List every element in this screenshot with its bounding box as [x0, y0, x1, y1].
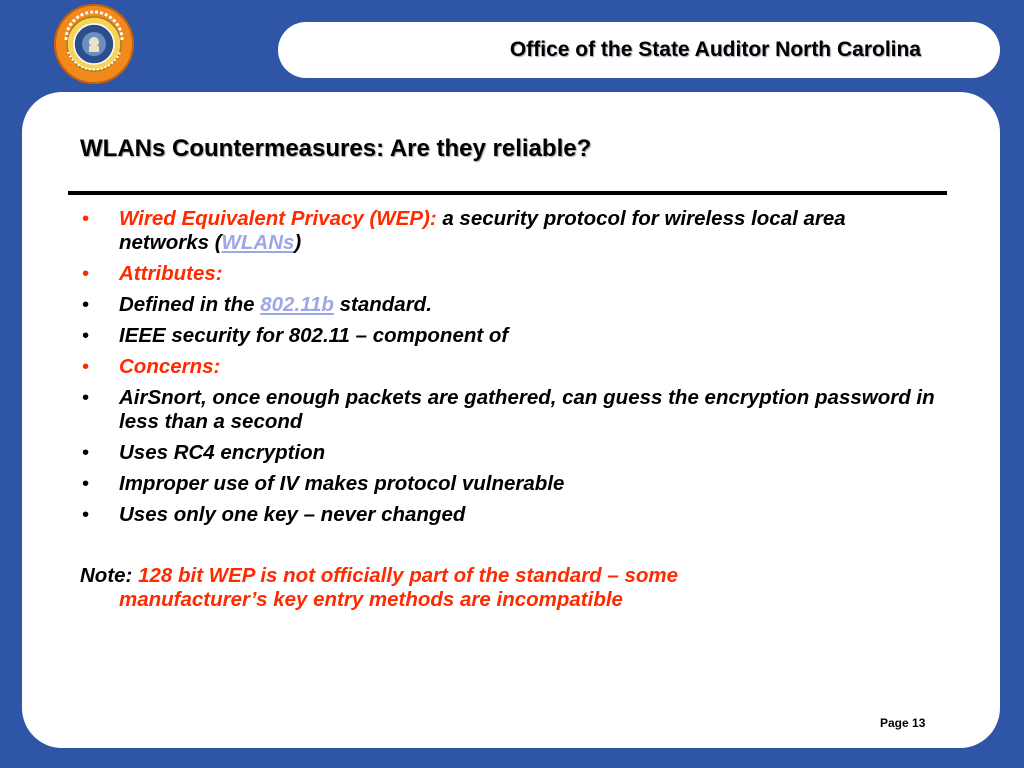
bullet-icon: •	[82, 262, 90, 285]
list-item	[80, 472, 940, 496]
header-title: Office of the State Auditor North Carolina	[509, 38, 921, 61]
bullet-highlight: Attributes:	[119, 262, 223, 285]
list-item	[80, 207, 940, 255]
bullet-icon: •	[82, 207, 90, 230]
title-divider	[68, 191, 947, 195]
bullet-icon: •	[82, 441, 90, 464]
north-carolina-auditor-seal-icon	[52, 2, 136, 86]
bullet-list	[80, 207, 940, 534]
bullet-text: AirSnort, once enough packets are gathered, can guess the encryption password in less than a second	[119, 386, 935, 433]
bullet-text: Uses only one key – never changed	[119, 503, 466, 526]
list-item	[80, 262, 940, 286]
slide-title: WLANs Countermeasures: Are they reliable?	[80, 135, 592, 162]
list-item	[80, 355, 940, 379]
list-item	[80, 324, 940, 348]
note-text: 128 bit WEP is not officially part of the standard – some	[132, 564, 679, 587]
bullet-highlight: Concerns:	[119, 355, 221, 378]
bullet-icon: •	[82, 503, 90, 526]
bullet-text: IEEE security for 802.11 – component of	[119, 324, 509, 347]
note	[80, 564, 900, 612]
list-item	[80, 441, 940, 465]
bullet-text: Uses RC4 encryption	[119, 441, 326, 464]
list-item	[80, 503, 940, 527]
bullet-text: Defined in the	[119, 293, 261, 316]
note-label: Note:	[80, 564, 133, 587]
80211b-link[interactable]: 802.11b	[260, 293, 334, 316]
page-number: Page 13	[880, 716, 926, 730]
list-item	[80, 293, 940, 317]
note-text-continued: manufacturer’s key entry methods are incompatible	[119, 588, 623, 611]
bullet-text: a security protocol for wireless local area networks (	[119, 207, 846, 254]
list-item	[80, 386, 940, 434]
bullet-icon: •	[82, 472, 90, 495]
bullet-icon: •	[82, 355, 90, 378]
bullet-icon: •	[82, 386, 90, 409]
wlans-link[interactable]: WLANs	[221, 231, 295, 254]
bullet-icon: •	[82, 293, 90, 316]
bullet-icon: •	[82, 324, 90, 347]
bullet-text: standard.	[333, 293, 432, 316]
bullet-highlight: Wired Equivalent Privacy (WEP):	[119, 207, 437, 230]
bullet-text: Improper use of IV makes protocol vulnerable	[119, 472, 565, 495]
bullet-text: )	[294, 231, 302, 254]
